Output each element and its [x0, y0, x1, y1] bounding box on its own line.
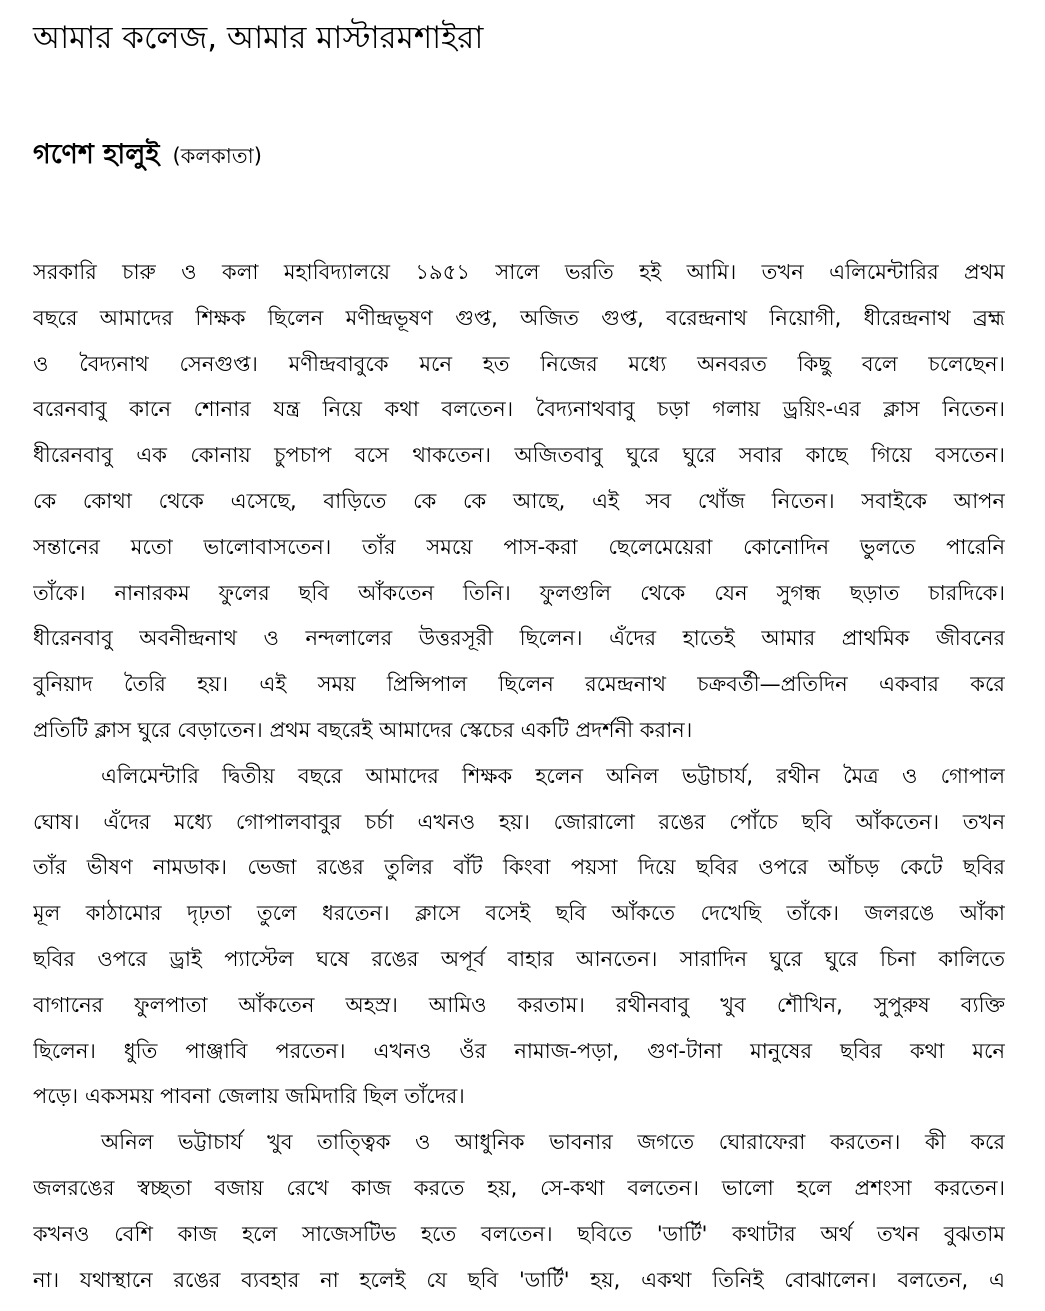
paragraph-line: বাগানের ফুলপাতা আঁকতেন অহস্র। আমিও করতাম। রথীনবাবু খুব শৌখিন, সুপুরুষ ব্যক্তি [33, 992, 1005, 1017]
paragraph-line: জলরঙের স্বচ্ছতা বজায় রেখে কাজ করতে হয়, সে-কথা বলতেন। ভালো হলে প্রশংসা করতেন। [33, 1175, 1005, 1200]
paragraph-line: সন্তানের মতো ভালোবাসতেন। তাঁর সময়ে পাস-করা ছেলেমেয়েরা কোনোদিন ভুলতে পারেনি [33, 534, 1005, 559]
paragraph-line: বছরে আমাদের শিক্ষক ছিলেন মণীন্দ্রভূষণ গুপ্ত, অজিত গুপ্ত, বরেন্দ্রনাথ নিয়োগী, ধীরেন্দ্রনাথ ব্রহ্ম [33, 305, 1005, 330]
paragraph-line: ছিলেন। ধুতি পাঞ্জাবি পরতেন। এখনও ওঁর নামাজ-পড়া, গুণ-টানা মানুষের ছবির কথা মনে [33, 1038, 1005, 1063]
paragraph-line: ধীরেনবাবু এক কোনায় চুপচাপ বসে থাকতেন। অজিতবাবু ঘুরে ঘুরে সবার কাছে গিয়ে বসতেন। [33, 443, 1005, 468]
author-name: গণেশ হালুই [33, 139, 160, 170]
paragraph-line: মূল কাঠামোর দৃঢ়তা তুলে ধরতেন। ক্লাসে বসেই ছবি আঁকতে দেখেছি তাঁকে। জলরঙে আঁকা [33, 901, 1005, 926]
paragraph-line: ও বৈদ্যনাথ সেনগুপ্ত। মণীন্দ্রবাবুকে মনে হত নিজের মধ্যে অনবরত কিছু বলে চলেছেন। [33, 351, 1005, 376]
paragraph-line: বরেনবাবু কানে শোনার যন্ত্র নিয়ে কথা বলতেন। বৈদ্যনাথবাবু চড়া গলায় ড্রয়িং-এর ক্লাস নিতেন। [33, 397, 1005, 422]
paragraph-line: তাঁকে। নানারকম ফুলের ছবি আঁকতেন তিনি। ফুলগুলি থেকে যেন সুগন্ধ ছড়াত চারদিকে। [33, 580, 1005, 605]
paragraph-line: তাঁর ভীষণ নামডাক। ভেজা রঙের তুলির বাঁট কিংবা পয়সা দিয়ে ছবির ওপরে আঁচড় কেটে ছবির [33, 855, 1005, 880]
paragraph-line: সরকারি চারু ও কলা মহাবিদ্যালয়ে ১৯৫১ সালে ভরতি হই আমি। তখন এলিমেন্টারির প্রথম [33, 260, 1005, 284]
article-body [33, 250, 1005, 1303]
paragraph-line: এলিমেন্টারি দ্বিতীয় বছরে আমাদের শিক্ষক হলেন অনিল ভট্টাচার্য, রথীন মৈত্র ও গোপাল [101, 763, 1005, 788]
article-title: আমার কলেজ, আমার মাস্টারমশাইরা [33, 20, 484, 56]
paragraph-line: অনিল ভট্টাচার্য খুব তাত্ত্বিক ও আধুনিক ভাবনার জগতে ঘোরাফেরা করতেন। কী করে [101, 1130, 1005, 1155]
author-place: (কলকাতা) [172, 144, 262, 168]
paragraph-line: কে কোথা থেকে এসেছে, বাড়িতে কে কে আছে, এই সব খোঁজ নিতেন। সবাইকে আপন [33, 488, 1005, 513]
paragraph-line: কখনও বেশি কাজ হলে সাজেসটিভ হতে বলতেন। ছবিতে 'ডার্টি' কথাটার অর্থ তখন বুঝতাম [33, 1221, 1005, 1246]
author-line [33, 134, 262, 179]
paragraph-line: ধীরেনবাবু অবনীন্দ্রনাথ ও নন্দলালের উত্তরসূরী ছিলেন। এঁদের হাতেই আমার প্রাথমিক জীবনের [33, 626, 1005, 651]
paragraph-line: পড়ে। একসময় পাবনা জেলায় জমিদারি ছিল তাঁদের। [33, 1084, 465, 1109]
paragraph-line: প্রতিটি ক্লাস ঘুরে বেড়াতেন। প্রথম বছরেই আমাদের স্কেচের একটি প্রদর্শনী করান। [33, 717, 693, 742]
paragraph-line: ঘোষ। এঁদের মধ্যে গোপালবাবুর চর্চা এখনও হয়। জোরালো রঙের পোঁচে ছবি আঁকতেন। তখন [33, 809, 1005, 834]
paragraph-line: বুনিয়াদ তৈরি হয়। এই সময় প্রিন্সিপাল ছিলেন রমেন্দ্রনাথ চক্রবর্তী—প্রতিদিন একবার করে [33, 672, 1005, 697]
paragraph-line: ছবির ওপরে ড্রাই প্যাস্টেল ঘষে রঙের অপূর্ব বাহার আনতেন। সারাদিন ঘুরে ঘুরে চিনা কালিতে [33, 946, 1005, 971]
paragraph-line: না। যথাস্থানে রঙের ব্যবহার না হলেই যে ছবি 'ডার্টি' হয়, একথা তিনিই বোঝালেন। বলতেন, এ [33, 1267, 1005, 1292]
